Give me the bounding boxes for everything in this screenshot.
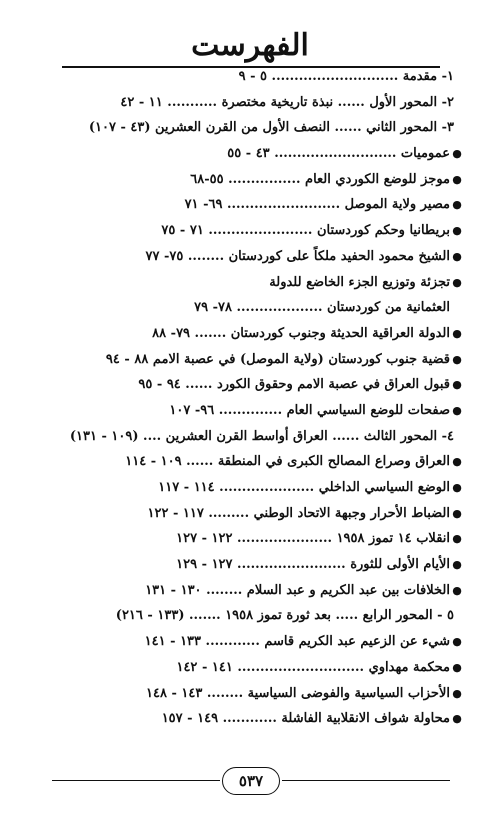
page-title: الفهرست [191, 28, 309, 63]
bullet-icon: ● [452, 198, 462, 212]
toc-entry-text: الضباط الأحرار وجبهة الاتحاد الوطني ......... ١١٧ - ١٢٢ [147, 505, 450, 521]
bullet-icon: ● [452, 275, 462, 289]
bullet-icon: ● [452, 583, 462, 597]
bullet-icon: ● [452, 172, 462, 186]
bullet-icon: ● [452, 326, 462, 340]
toc-entry-text: محاولة شواف الانقلابية الفاشلة ............ ١٤٩ - ١٥٧ [161, 711, 450, 727]
toc-entry-text: شيء عن الزعيم عبد الكريم قاسم ............ ١٣٣ - ١٤١ [144, 634, 450, 650]
toc-entry-text: ٥ - المحور الرابع ..... بعد ثورة تموز ١٩٥٨ ....... (١٣٣ - ٢١٦) [115, 608, 454, 624]
bullet-icon: ● [452, 455, 462, 469]
toc-entry-text: الشيخ محمود الحفيد ملكاً على كوردستان ........ ٧٥- ٧٧ [145, 248, 450, 264]
bullet-icon: ● [452, 712, 462, 726]
toc-entry [36, 655, 468, 681]
footer-rule-right [282, 780, 450, 781]
toc-entry-text: ٢- المحور الأول ...... نبذة تاريخية مختصرة ........... ١١ - ٤٢ [120, 94, 454, 110]
toc-entry [36, 603, 468, 629]
toc-entry [36, 424, 468, 450]
toc-entry-text: انقلاب ١٤ تموز ١٩٥٨ ..................... ١٢٢ - ١٢٧ [176, 531, 450, 547]
toc-entry-text: تجزئة وتوزيع الجزء الخاضع للدولة [269, 274, 450, 290]
bullet-icon: ● [452, 352, 462, 366]
bullet-icon: ● [452, 660, 462, 674]
toc-entry [36, 526, 468, 552]
toc-entry-text: الأحزاب السياسية والفوضى السياسية ........ ١٤٣ - ١٤٨ [146, 685, 450, 701]
toc-entry [36, 501, 468, 527]
bullet-icon: ● [452, 686, 462, 700]
toc-entry [36, 449, 468, 475]
toc-entry [36, 115, 468, 141]
bullet-icon: ● [452, 147, 462, 161]
toc-entry-text: قبول العراق في عصبة الامم وحقوق الكورد ...... ٩٤ - ٩٥ [138, 377, 450, 393]
toc-entry-text: الوضع السياسي الداخلي ..................... ١١٤ - ١١٧ [158, 480, 450, 495]
toc-entry [36, 90, 468, 116]
footer-rule-left [52, 780, 220, 781]
toc-entry [36, 681, 468, 707]
page-number-badge: ٥٣٧ [222, 767, 280, 795]
toc-entry-text: الخلافات بين عبد الكريم و عبد السلام ........ ١٣٠ - ١٣١ [145, 582, 450, 598]
table-of-contents [36, 64, 468, 732]
toc-entry [36, 347, 468, 373]
toc-entry [36, 167, 468, 193]
toc-entry-text: الأيام الأولى للثورة ........................ ١٢٧ - ١٢٩ [176, 557, 450, 573]
bullet-icon: ● [452, 506, 462, 520]
bullet-icon: ● [452, 532, 462, 546]
toc-entry [36, 192, 468, 218]
toc-entry-text: ١- مقدمة ............................ ٥ - ٩ [238, 69, 454, 84]
toc-entry-text: موجز للوضع الكوردي العام ................ ٥٥-٦٨ [190, 171, 450, 187]
bullet-icon: ● [452, 558, 462, 572]
bullet-icon: ● [452, 249, 462, 263]
toc-entry-text: العراق وصراع المصالح الكبرى في المنطقة ...... ١٠٩ - ١١٤ [125, 454, 450, 470]
toc-entry [36, 372, 468, 398]
toc-entry [36, 398, 468, 424]
toc-entry [36, 706, 468, 732]
toc-entry [36, 475, 468, 501]
toc-entry-text: عموميات ........................... ٤٣ - ٥٥ [227, 146, 450, 162]
bullet-icon: ● [452, 635, 462, 649]
toc-entry-text: ٣- المحور الثاني ...... النصف الأول من القرن العشرين (٤٣ - ١٠٧) [88, 120, 454, 136]
toc-entry [36, 321, 468, 347]
toc-entry [36, 141, 468, 167]
toc-entry [36, 270, 468, 296]
toc-entry [36, 578, 468, 604]
toc-entry-text: ٤- المحور الثالث ...... العراق أواسط القرن العشرين .... (١٠٩ - ١٣١) [69, 428, 454, 444]
toc-entry-text: صفحات للوضع السياسي العام .............. ٩٦- ١٠٧ [169, 402, 450, 418]
toc-entry [36, 552, 468, 578]
toc-entry-text: قضية جنوب كوردستان (ولاية الموصل) في عصبة الامم ٨٨ - ٩٤ [105, 351, 450, 367]
bullet-icon: ● [452, 481, 462, 494]
toc-entry [36, 295, 468, 321]
toc-entry-text: بريطانيا وحكم كوردستان ....................... ٧١ - ٧٥ [161, 223, 450, 239]
bullet-icon: ● [452, 224, 462, 238]
toc-entry [36, 218, 468, 244]
toc-entry [36, 64, 468, 90]
toc-entry-text: مصير ولاية الموصل ......................... ٦٩- ٧١ [184, 197, 450, 213]
bullet-icon: ● [452, 403, 462, 417]
toc-entry-text: العثمانية من كوردستان ................... ٧٨- ٧٩ [194, 300, 450, 316]
toc-entry [36, 629, 468, 655]
bullet-icon: ● [452, 378, 462, 392]
toc-entry-text: الدولة العراقية الحديثة وجنوب كوردستان ....... ٧٩- ٨٨ [152, 325, 450, 341]
toc-entry-text: محكمة مهداوي ............................ ١٤١ - ١٤٢ [176, 659, 450, 675]
toc-entry [36, 244, 468, 270]
